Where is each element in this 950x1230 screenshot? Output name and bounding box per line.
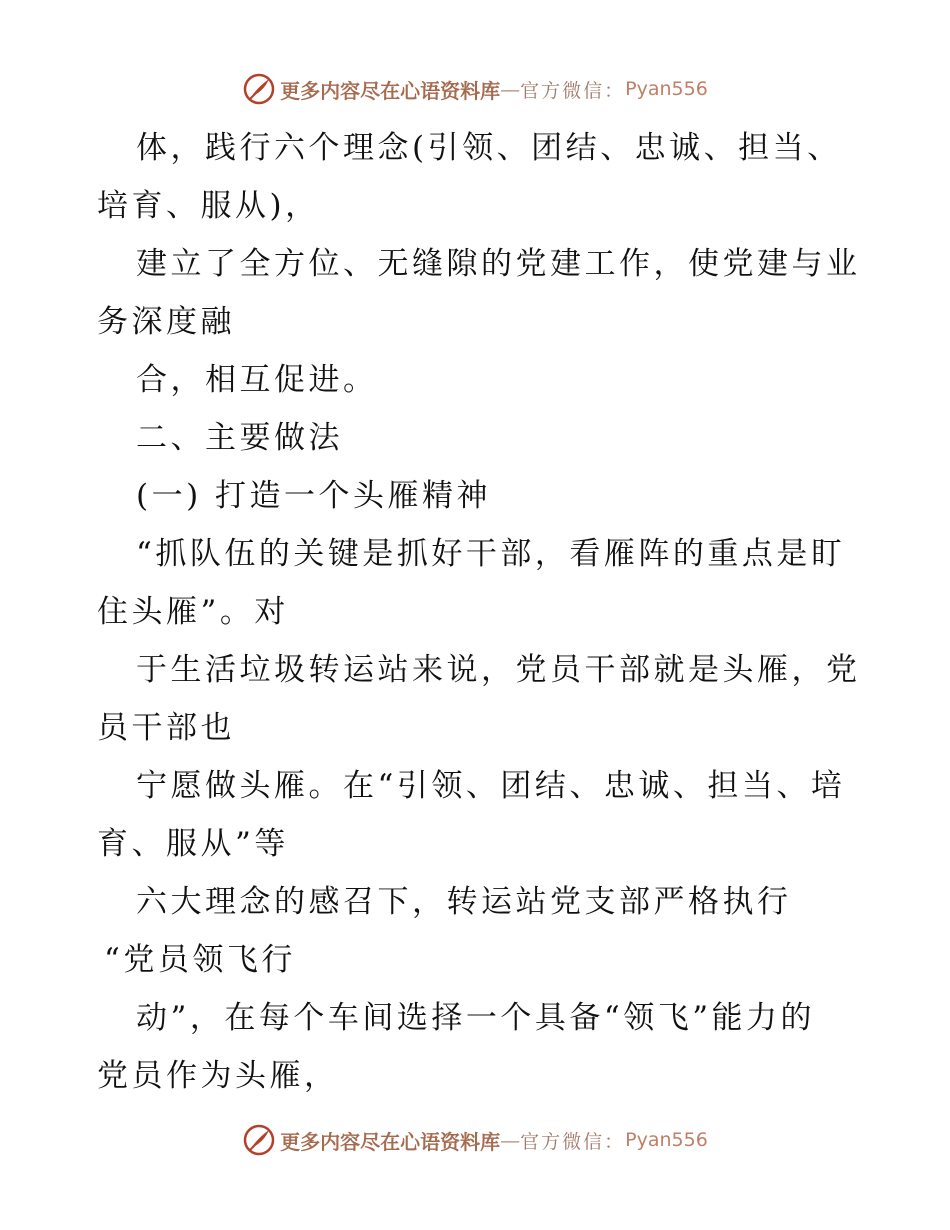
body-line: 六大理念的感召下，转运站党支部严格执行	[136, 884, 792, 920]
body-line: “党员领飞行	[104, 942, 296, 978]
section-heading: 二、主要做法	[136, 420, 343, 456]
watermark-side-text: 官方微信：	[520, 79, 626, 102]
body-line: “抓队伍的关键是抓好干部，看雁阵的重点是盯	[136, 536, 846, 572]
footer-watermark	[0, 1122, 950, 1158]
watermark-contact-id: Pyan556	[625, 78, 708, 100]
body-line: 住头雁”。对	[97, 594, 289, 630]
body-line: 培育、服从)，	[97, 188, 320, 224]
body-line: 育、服从”等	[97, 826, 289, 862]
header-watermark	[0, 71, 950, 107]
body-line: 于生活垃圾转运站来说，党员干部就是头雁，党	[136, 652, 861, 688]
watermark-main-text: 更多内容尽在心语资料库	[280, 78, 501, 103]
subsection-heading: (一) 打造一个头雁精神	[136, 478, 492, 514]
body-line: 体，践行六个理念(引领、团结、忠诚、担当、	[136, 130, 842, 166]
body-line: 合，相互促进。	[136, 362, 378, 398]
body-line: 动”，在每个车间选择一个具备“领飞”能力的	[136, 1000, 816, 1036]
watermark-contact-id: Pyan556	[625, 1129, 708, 1151]
watermark-dash: —	[500, 77, 521, 101]
body-line: 员干部也	[97, 710, 235, 746]
watermark-dash: —	[500, 1128, 521, 1152]
body-line: 务深度融	[97, 304, 235, 340]
body-line: 宁愿做头雁。在“引领、团结、忠诚、担当、培	[136, 768, 846, 804]
feather-pen-logo-icon	[242, 72, 276, 106]
watermark-side-text: 官方微信：	[520, 1130, 626, 1153]
watermark-main-text: 更多内容尽在心语资料库	[280, 1129, 501, 1154]
feather-pen-logo-icon	[242, 1123, 276, 1157]
body-line: 党员作为头雁，	[97, 1058, 339, 1094]
body-line: 建立了全方位、无缝隙的党建工作，使党建与业	[136, 246, 861, 282]
